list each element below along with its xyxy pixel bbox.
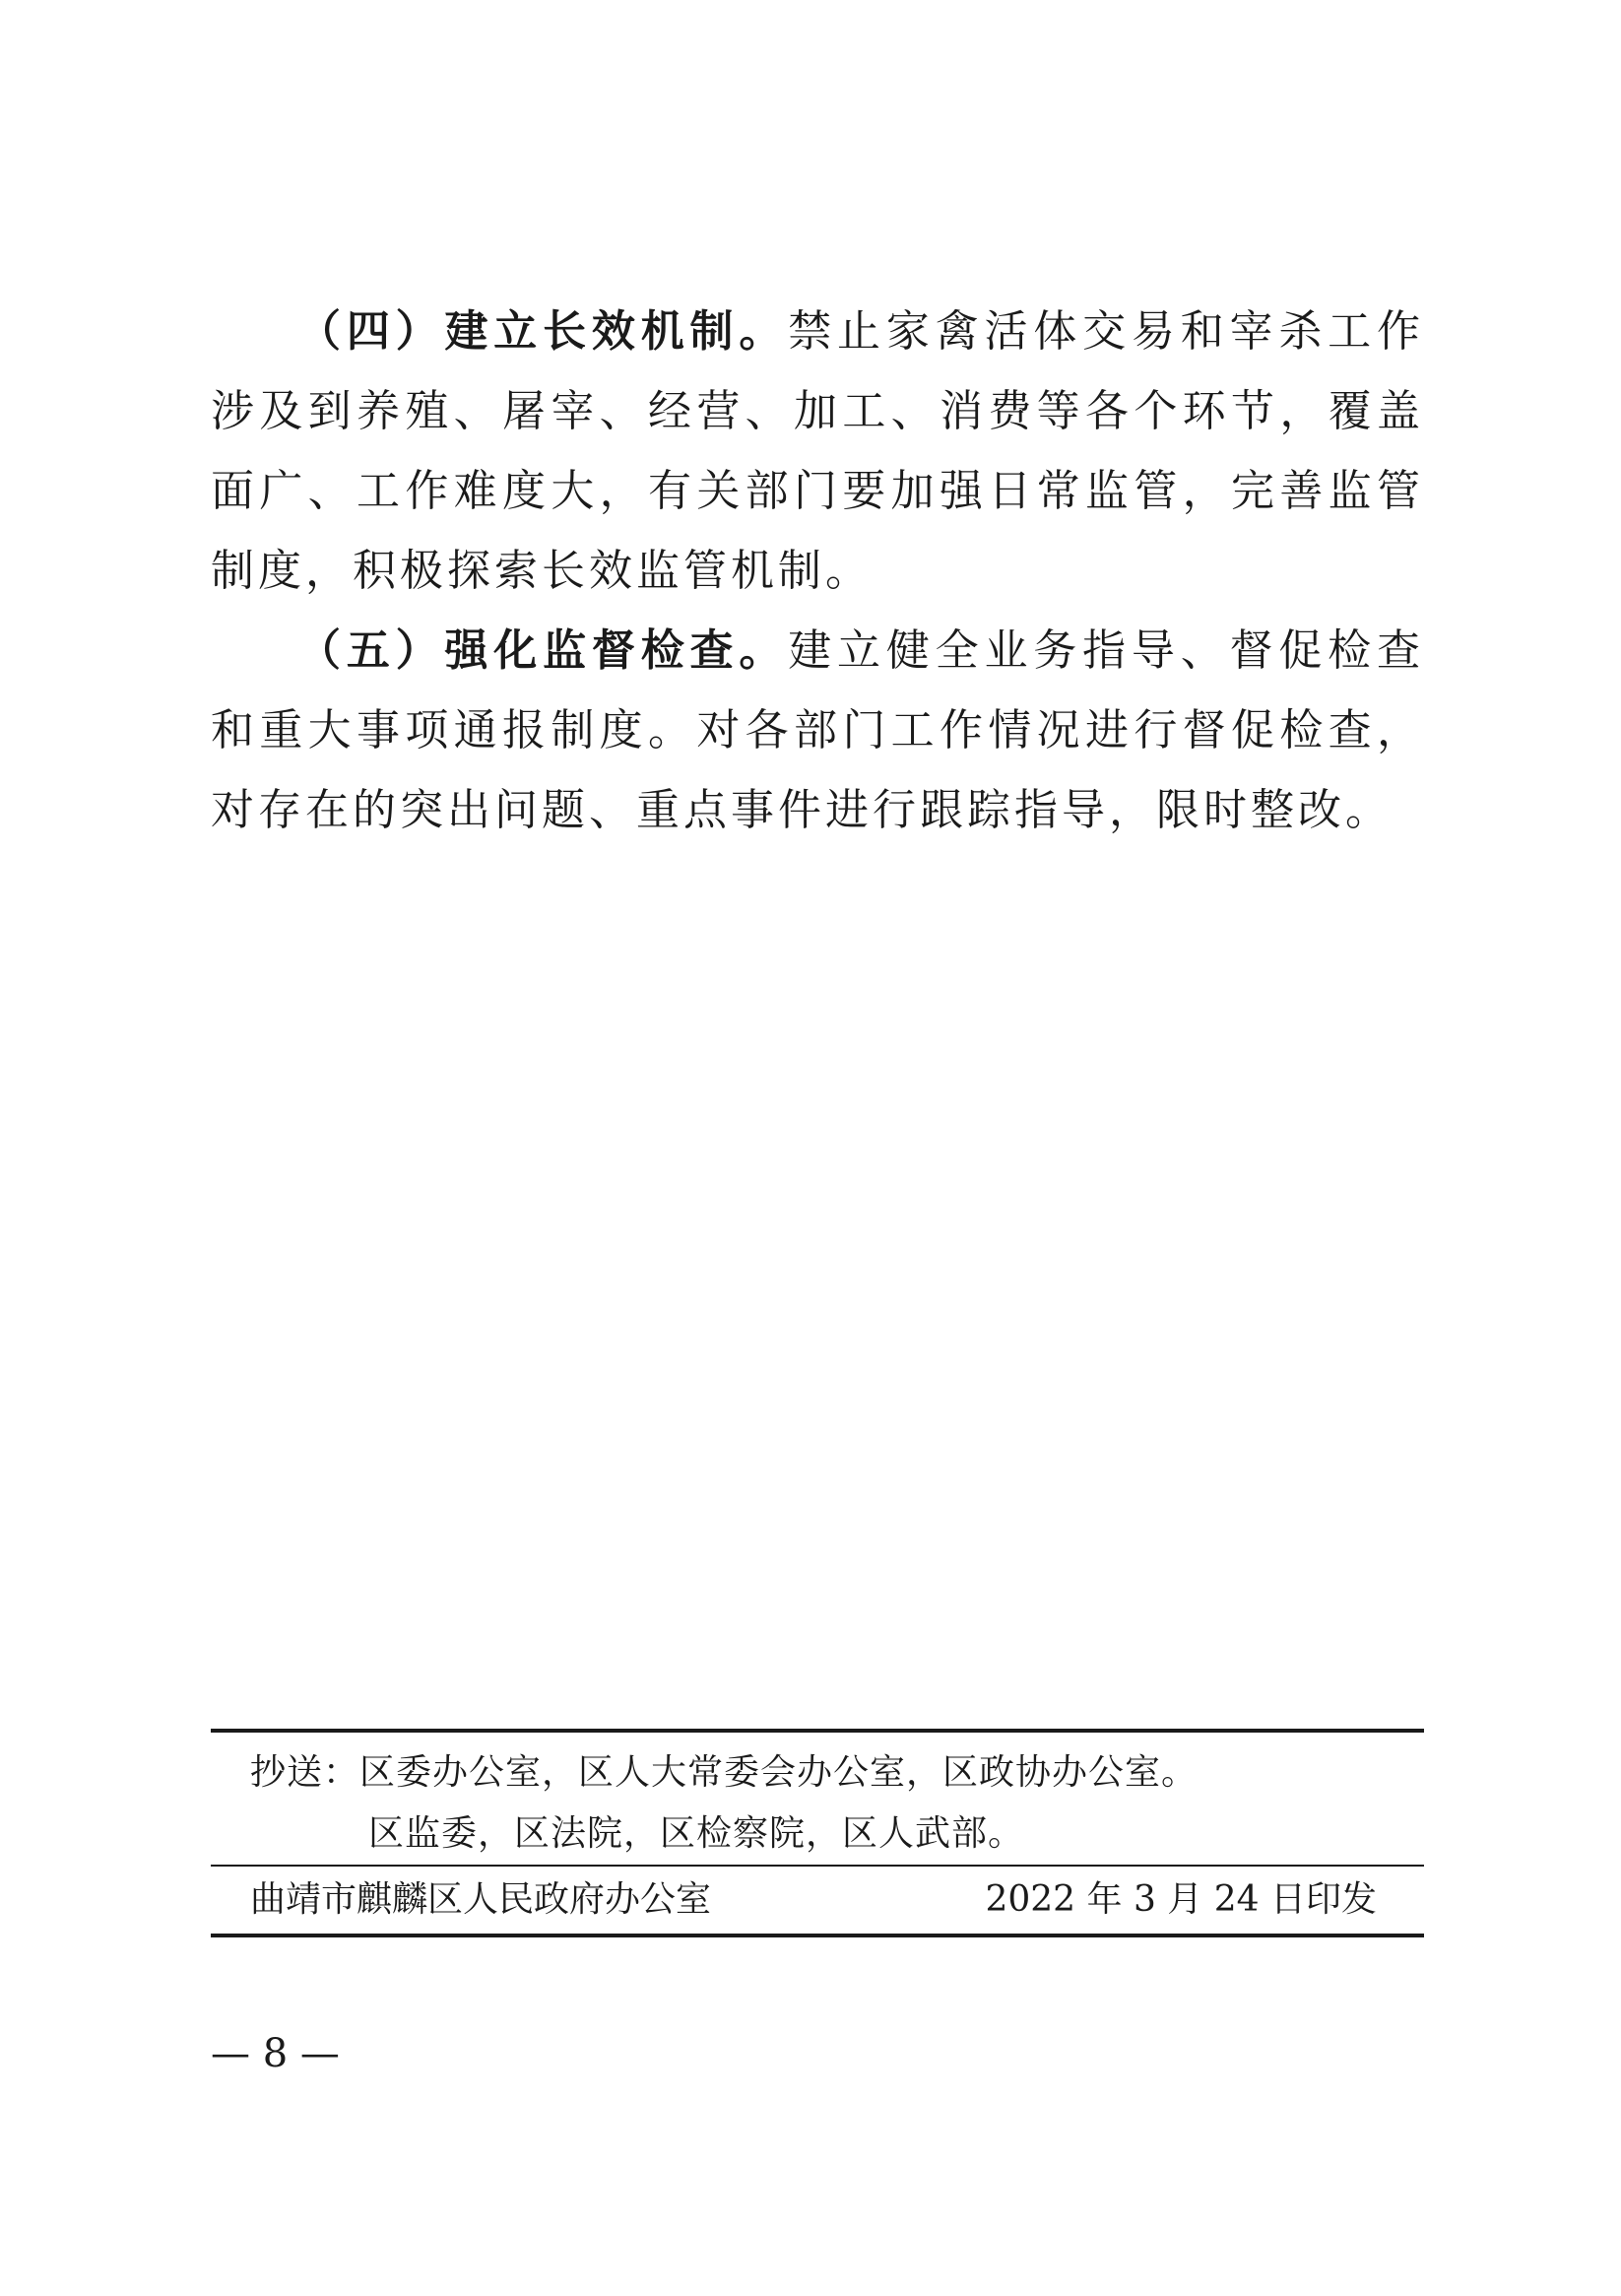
paragraph-4 xyxy=(211,292,1424,611)
cc-label: 抄送： xyxy=(250,1752,360,1793)
cc-line-2 xyxy=(211,1804,1424,1865)
cc-recipients-2: 区监委，区法院，区检察院，区人武部。 xyxy=(368,1813,1025,1854)
footer-bottom-rule xyxy=(211,1934,1424,1937)
paragraph-5 xyxy=(211,611,1424,850)
cc-recipients-1: 区委办公室，区人大常委会办公室，区政协办公室。 xyxy=(359,1752,1199,1793)
issuer-row xyxy=(211,1867,1424,1934)
document-footer xyxy=(211,1729,1424,1937)
paragraph-5-heading: （五）强化监督检查。 xyxy=(297,625,789,676)
paragraph-4-heading: （四）建立长效机制。 xyxy=(297,306,789,357)
page-number: — 8 — xyxy=(211,2031,340,2076)
issue-date: 2022 年 3 月 24 日印发 xyxy=(985,1879,1377,1920)
paragraph-5-text: 建立健全业务指导、督促检查和重大事项通报制度。对各部门工作情况进行督促检查，对存在的突出问题、重点事件进行跟踪指导，限时整改。 xyxy=(211,625,1425,835)
paragraph-4-text: 禁止家禽活体交易和宰杀工作涉及到养殖、屠宰、经营、加工、消费等各个环节，覆盖面广、工作难度大，有关部门要加强日常监管，完善监管制度，积极探索长效监管机制。 xyxy=(211,306,1425,596)
issuer-name: 曲靖市麒麟区人民政府办公室 xyxy=(250,1879,712,1920)
footer-top-rule xyxy=(211,1729,1424,1733)
cc-line-1 xyxy=(211,1742,1424,1804)
body-text xyxy=(211,292,1424,850)
